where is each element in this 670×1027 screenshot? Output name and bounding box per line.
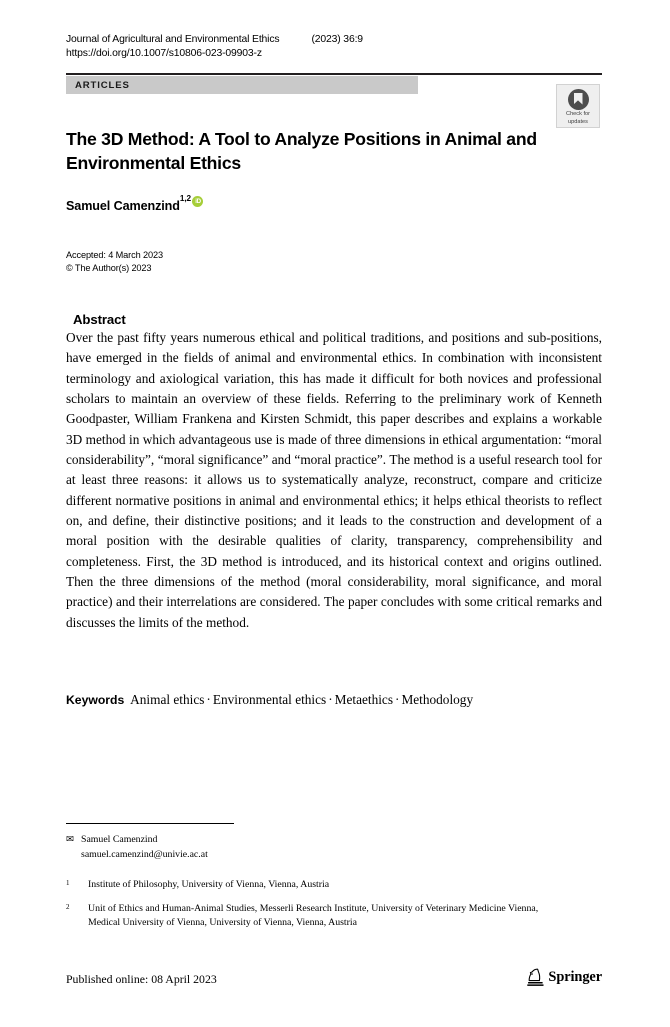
keywords-section <box>66 690 602 710</box>
keyword-separator: · <box>206 692 211 707</box>
journal-title: Journal of Agricultural and Environmental Ethics <box>66 34 280 45</box>
copyright-line: © The Author(s) 2023 <box>66 262 152 273</box>
affiliation-2 <box>66 902 546 930</box>
author-name: Samuel Camenzind <box>66 199 180 213</box>
author-line: Samuel Camenzind 1,2 iD <box>66 199 203 213</box>
keyword-item-1[interactable]: Environmental ethics <box>212 692 327 707</box>
section-banner-label: ARTICLES <box>75 79 130 91</box>
footnote-rule <box>66 823 234 824</box>
orcid-icon[interactable]: iD <box>192 196 203 207</box>
affiliation-1-text: Institute of Philosophy, University of Vienna, Vienna, Austria <box>88 879 330 890</box>
keyword-item-3[interactable]: Methodology <box>401 692 474 707</box>
springer-wordmark: Springer <box>548 969 602 985</box>
keyword-item-2[interactable]: Metaethics <box>334 692 393 707</box>
check-for-updates-badge[interactable] <box>556 84 600 128</box>
article-title: The 3D Method: A Tool to Analyze Positions in Animal and Environmental Ethics <box>66 129 537 173</box>
corresponding-author-block <box>66 833 486 862</box>
affiliation-2-text: Unit of Ethics and Human-Animal Studies, Messerli Research Institute, University of Veterinary Medicine Vienna, Medical University of Vienna, University of Vienna, Vienna, Austria <box>88 903 539 929</box>
abstract-section <box>66 312 602 633</box>
corresponding-author-row <box>66 833 486 848</box>
accepted-date: Accepted: 4 March 2023 <box>66 250 163 260</box>
check-for-updates-line1: Check for <box>566 111 590 117</box>
published-online: Published online: 08 April 2023 <box>66 972 217 986</box>
corresponding-author-email[interactable]: samuel.camenzind@univie.ac.at <box>81 848 208 860</box>
corresponding-author-name: Samuel Camenzind <box>81 834 158 845</box>
springer-logo <box>527 968 602 987</box>
abstract-text: Over the past fifty years numerous ethical and political traditions, and positions and sub-positions, have emerged in the fields of animal and environmental ethics. In combination with inconsistent terminology and axiological variation, this has made it difficult for both novices and professional scholars to maintain an overview of these fields. Referring to the preliminary work of Kenneth Goodpaster, William Frankena and Kirsten Schmidt, this paper describes and explains a workable 3D method in which advantageous use is made of three dimensions in ethical argumentation: “moral considerability”, “moral significance” and “moral practice”. The method is a useful research tool for at least three reasons: it allows us to systematically analyze, reconstruct, compare and criticize different normative positions in animal and environmental ethics; it helps ethical theorists to reflect on, and define, their distinctive positions; and it leads to the construction and development of a moral position with the desirable qualities of clarity, transparency, comprehensibility and completeness. First, the 3D method is introduced, and its historical context and origins outlined. Then the three dimensions of the method (moral considerability, moral significance, and moral practice) and their interrelations are considered. The paper concludes with some critical remarks and discusses the limits of the method. <box>66 330 602 630</box>
running-head <box>66 33 602 61</box>
doi-link[interactable]: https://doi.org/10.1007/s10806-023-09903-z <box>66 48 262 59</box>
corresponding-email-row <box>66 848 486 863</box>
running-head-row <box>66 33 602 47</box>
keyword-separator: · <box>395 692 400 707</box>
keyword-item-0[interactable]: Animal ethics <box>130 692 205 707</box>
check-for-updates-line2: updates <box>568 119 588 126</box>
keyword-separator: · <box>328 692 333 707</box>
volume-issue: (2023) 36:9 <box>311 34 363 45</box>
affiliation-1-number: 1 <box>66 879 70 887</box>
affiliation-2-number: 2 <box>66 903 70 911</box>
crossmark-icon <box>568 89 589 110</box>
header-rule <box>66 73 602 75</box>
envelope-icon: ✉ <box>66 834 75 845</box>
affiliation-1 <box>66 878 546 892</box>
springer-knight-icon <box>527 968 544 987</box>
section-banner <box>66 76 418 94</box>
publication-dates <box>66 249 163 274</box>
abstract-heading: Abstract <box>73 312 126 327</box>
keywords-heading: Keywords <box>66 693 125 707</box>
